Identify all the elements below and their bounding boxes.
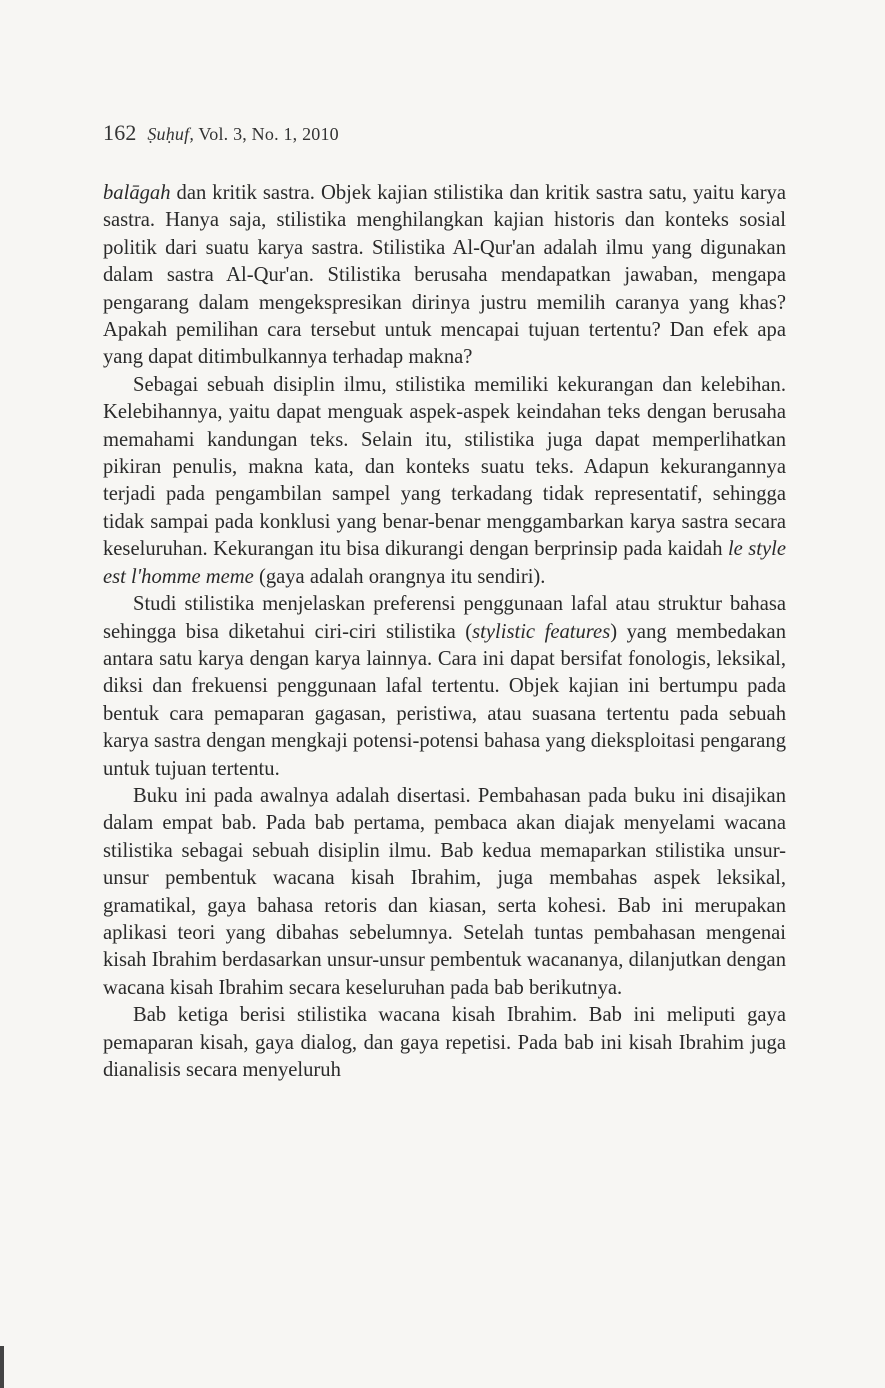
italic-term: le style est l'homme meme [103,538,787,588]
paragraph-3 [103,591,786,783]
running-header [103,120,339,146]
italic-term: stylistic features [472,620,611,643]
scan-edge-mark [0,1346,4,1388]
paragraph-text: (gaya adalah orangnya itu sendiri). [253,565,546,588]
paragraph-text: dan kritik sastra. Objek kajian stilistika dan kritik sastra satu, yaitu karya sastra. Hanya saja, stilistika menghilangkan kajian historis dan konteks sosial politik dari suatu karya sastra. Stilistika Al-Qur'an adalah ilmu yang digunakan dalam sastra Al-Qur'an. Stilistika berusaha mendapatkan jawaban, mengapa pengarang dalam mengekspresikan dirinya justru memilih caranya yang khas? Apakah pemilihan cara tersebut untuk mencapai tujuan tertentu? Dan efek apa yang dapat ditimbulkannya terhadap makna? [103,182,786,369]
paragraph-text: Studi stilistika menjelaskan preferensi penggunaan lafal atau struktur bahasa sehingga bisa diketahui ciri-ciri stilistika ( [103,593,786,643]
page-number: 162 [103,120,137,145]
paragraph-2 [103,372,786,591]
paragraph-text: ) yang membedakan antara satu karya dengan karya lainnya. Cara ini dapat bersifat fonologis, leksikal, diksi dan frekuensi penggunaan lafal tertentu. Objek kajian ini bertumpu pada bentuk cara pemaparan gagasan, peristiwa, atau suasana tertentu pada sebuah karya sastra dengan mengkaji potensi-potensi bahasa yang dieksploitasi pengarang untuk tujuan tertentu. [103,620,786,780]
journal-name: Ṣuḥuf, [147,124,195,144]
paragraph-4 [103,783,786,1002]
volume-info: Vol. 3, No. 1, 2010 [198,124,339,144]
body-text [103,180,786,1084]
paragraph-text: Sebagai sebuah disiplin ilmu, stilistika memiliki kekurangan dan kelebihan. Kelebihannya, yaitu dapat menguak aspek-aspek keindahan teks dengan berusaha memahami kandungan teks. Selain itu, stilistika juga dapat memperlihatkan pikiran penulis, makna kata, dan konteks suatu teks. Adapun kekurangannya terjadi pada pengambilan sampel yang terkadang tidak representatif, sehingga tidak sampai pada konklusi yang benar-benar menggambarkan karya sastra secara keseluruhan. Kekurangan itu bisa dikurangi dengan berprinsip pada kaidah [103,373,786,561]
italic-term: balāgah [103,182,171,204]
paragraph-5 [103,1002,786,1084]
paragraph-text: Bab ketiga berisi stilistika wacana kisah Ibrahim. Bab ini meliputi gaya pemaparan kisah, gaya dialog, dan gaya repetisi. Pada bab ini kisah Ibrahim juga dianalisis secara menyeluruh [103,1004,786,1081]
paragraph-text: Buku ini pada awalnya adalah disertasi. Pembahasan pada buku ini disajikan dalam empat bab. Pada bab pertama, pembaca akan diajak menyelami wacana stilistika sebagai sebuah disiplin ilmu. Bab kedua memaparkan stilistika unsur-unsur pembentuk wacana kisah Ibrahim, juga membahas aspek leksikal, gramatikal, gaya bahasa retoris dan kiasan, serta kohesi. Bab ini merupakan aplikasi teori yang dibahas sebelumnya. Setelah tuntas pembahasan mengenai kisah Ibrahim berdasarkan unsur-unsur pembentuk wacananya, dilanjutkan dengan wacana kisah Ibrahim secara keseluruhan pada bab berikutnya. [103,784,786,999]
paragraph-1 [103,180,786,372]
